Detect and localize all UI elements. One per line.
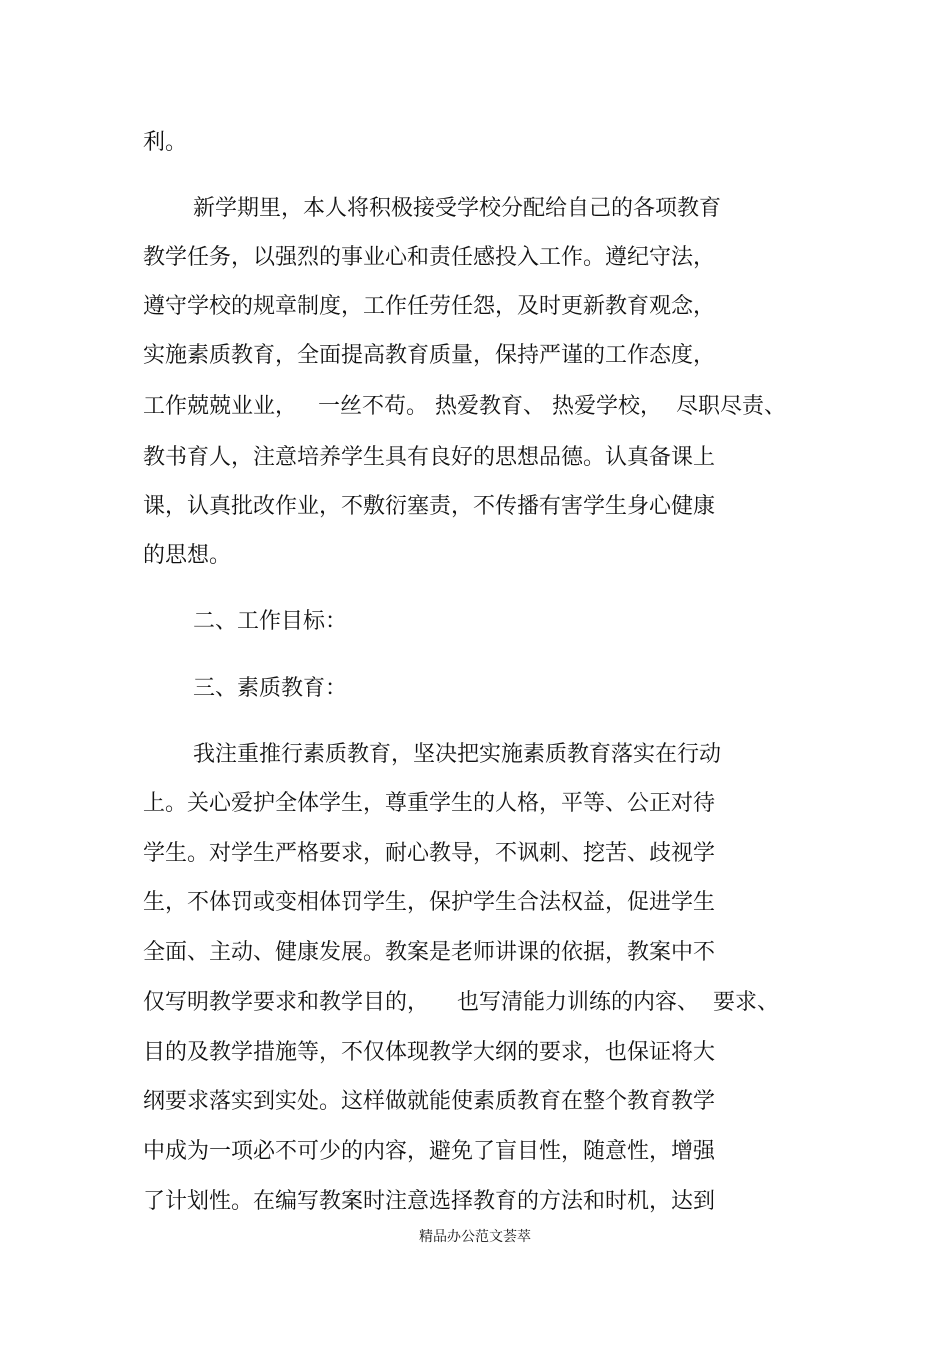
page-footer: 精品办公范文荟萃	[419, 1229, 531, 1245]
paragraph-line: 新学期里，本人将积极接受学校分配给自己的各项教育	[193, 196, 722, 221]
paragraph-line: 我注重推行素质教育，坚决把实施素质教育落实在行动	[193, 742, 722, 767]
paragraph-line: 了计划性。在编写教案时注意选择教育的方法和时机，达到	[143, 1189, 716, 1214]
paragraph-line: 仅写明教学要求和教学目的， 也写清能力训练的内容、 要求、	[143, 990, 779, 1015]
paragraph-line: 目的及教学措施等，不仅体现教学大纲的要求，也保证将大	[143, 1040, 716, 1065]
paragraph-line: 实施素质教育，全面提高教育质量，保持严谨的工作态度，	[143, 343, 716, 368]
paragraph-line: 课，认真批改作业，不敷衍塞责，不传播有害学生身心健康	[143, 494, 716, 519]
section-heading: 二、工作目标：	[193, 609, 348, 634]
paragraph-line: 生，不体罚或变相体罚学生，保护学生合法权益，促进学生	[143, 890, 716, 915]
paragraph-line: 上。关心爱护全体学生，尊重学生的人格，平等、公正对待	[143, 791, 716, 816]
paragraph-line: 学生。对学生严格要求，耐心教导，不讽刺、挖苦、歧视学	[143, 841, 716, 866]
paragraph-line: 全面、主动、健康发展。教案是老师讲课的依据，教案中不	[143, 940, 716, 965]
section-heading: 三、素质教育：	[193, 676, 348, 701]
paragraph-line: 教书育人，注意培养学生具有良好的思想品德。认真备课上	[143, 445, 716, 470]
paragraph-line: 中成为一项必不可少的内容，避免了盲目性，随意性，增强	[143, 1139, 716, 1164]
paragraph-line: 遵守学校的规章制度，工作任劳任怨，及时更新教育观念，	[143, 294, 716, 319]
paragraph-line: 的思想。	[143, 543, 232, 568]
paragraph-line: 教学任务，以强烈的事业心和责任感投入工作。遵纪守法，	[143, 245, 716, 270]
paragraph-line: 利。	[143, 130, 188, 155]
paragraph-line: 工作兢兢业业， 一丝不苟。 热爱教育、 热爱学校， 尽职尽责、	[143, 394, 786, 419]
paragraph-line: 纲要求落实到实处。这样做就能使素质教育在整个教育教学	[143, 1089, 716, 1114]
